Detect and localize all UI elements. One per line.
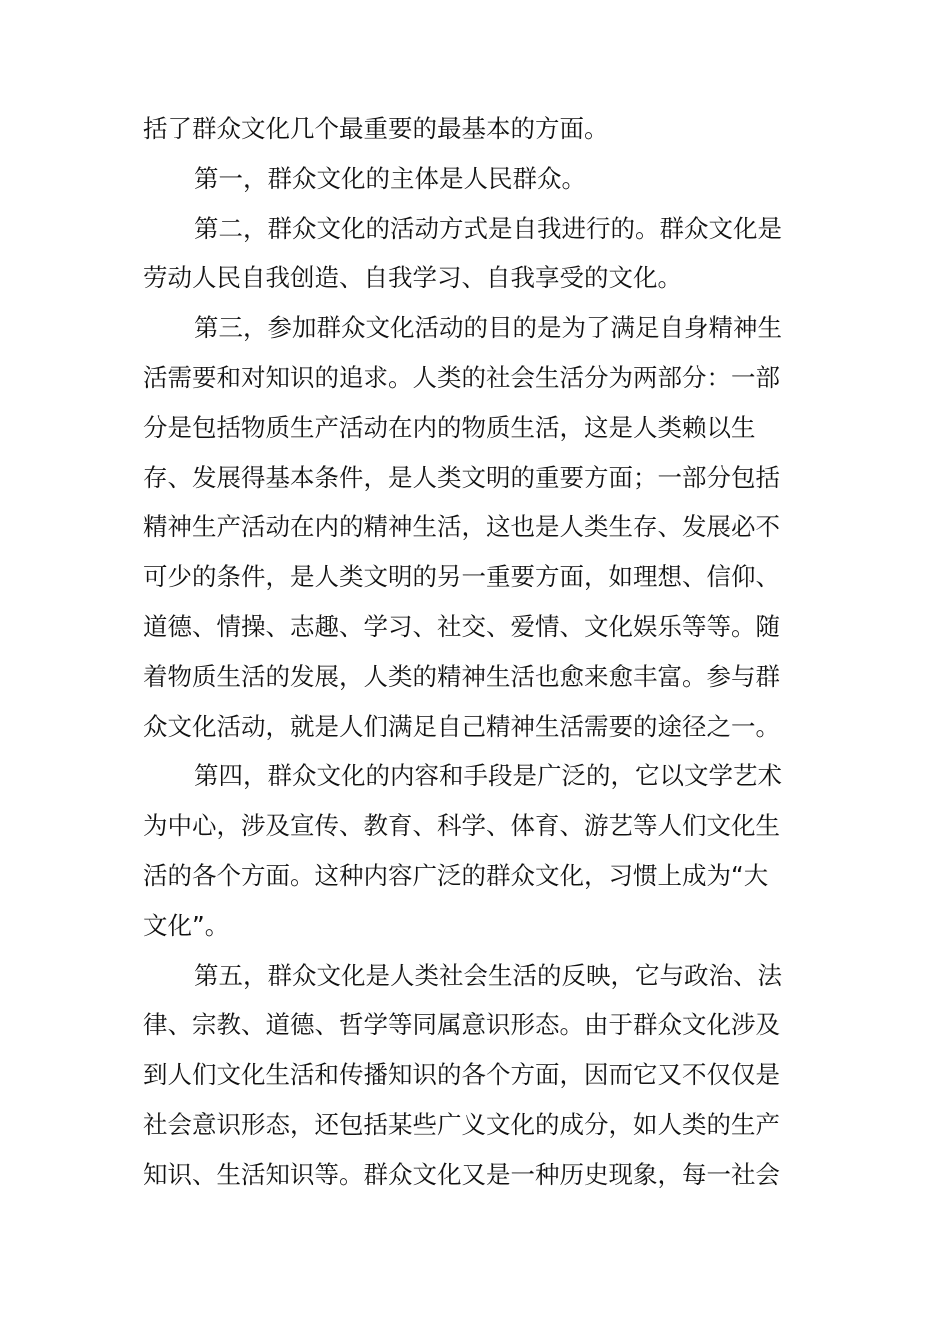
- text-line: 第三，参加群众文化活动的目的是为了满足自身精神生: [194, 313, 782, 343]
- text-line: 括了群众文化几个最重要的最基本的方面。: [143, 114, 609, 143]
- text-line: 劳动人民自我创造、自我学习、自我享受的文化。: [143, 263, 682, 293]
- text-line: 可少的条件，是人类文明的另一重要方面，如理想、信仰、: [143, 562, 780, 592]
- text-line: 着物质生活的发展，人类的精神生活也愈来愈丰富。参与群: [143, 661, 780, 691]
- text-line: 知识、生活知识等。群众文化又是一种历史现象，每一社会: [143, 1159, 780, 1189]
- text-line: 第一，群众文化的主体是人民群众。: [194, 163, 586, 193]
- text-line: 到人们文化生活和传播知识的各个方面，因而它又不仅仅是: [143, 1060, 780, 1090]
- text-line: 活需要和对知识的追求。人类的社会生活分为两部分：一部: [143, 362, 780, 392]
- text-line: 众文化活动，就是人们满足自己精神生活需要的途径之一。: [143, 711, 780, 741]
- text-line: 道德、情操、志趣、学习、社交、爱情、文化娱乐等等。随: [143, 611, 780, 641]
- text-line: 第五，群众文化是人类社会生活的反映，它与政治、法: [194, 960, 782, 990]
- document-body: [143, 104, 843, 1200]
- text-line: 第二，群众文化的活动方式是自我进行的。群众文化是: [194, 213, 782, 243]
- text-line: 分是包括物质生产活动在内的物质生活，这是人类赖以生: [143, 412, 756, 442]
- text-line: 存、发展得基本条件，是人类文明的重要方面；一部分包括: [143, 462, 780, 492]
- text-line: 活的各个方面。这种内容广泛的群众文化，习惯上成为“大: [143, 860, 769, 890]
- text-line: 社会意识形态，还包括某些广义文化的成分，如人类的生产: [143, 1109, 780, 1139]
- text-line: 为中心，涉及宣传、教育、科学、体育、游艺等人们文化生: [143, 811, 780, 841]
- text-line: 精神生产活动在内的精神生活，这也是人类生存、发展必不: [143, 512, 780, 542]
- text-line: 律、宗教、道德、哲学等同属意识形态。由于群众文化涉及: [143, 1010, 780, 1040]
- text-line: 文化”。: [143, 910, 230, 940]
- text-line: 第四，群众文化的内容和手段是广泛的，它以文学艺术: [194, 761, 782, 791]
